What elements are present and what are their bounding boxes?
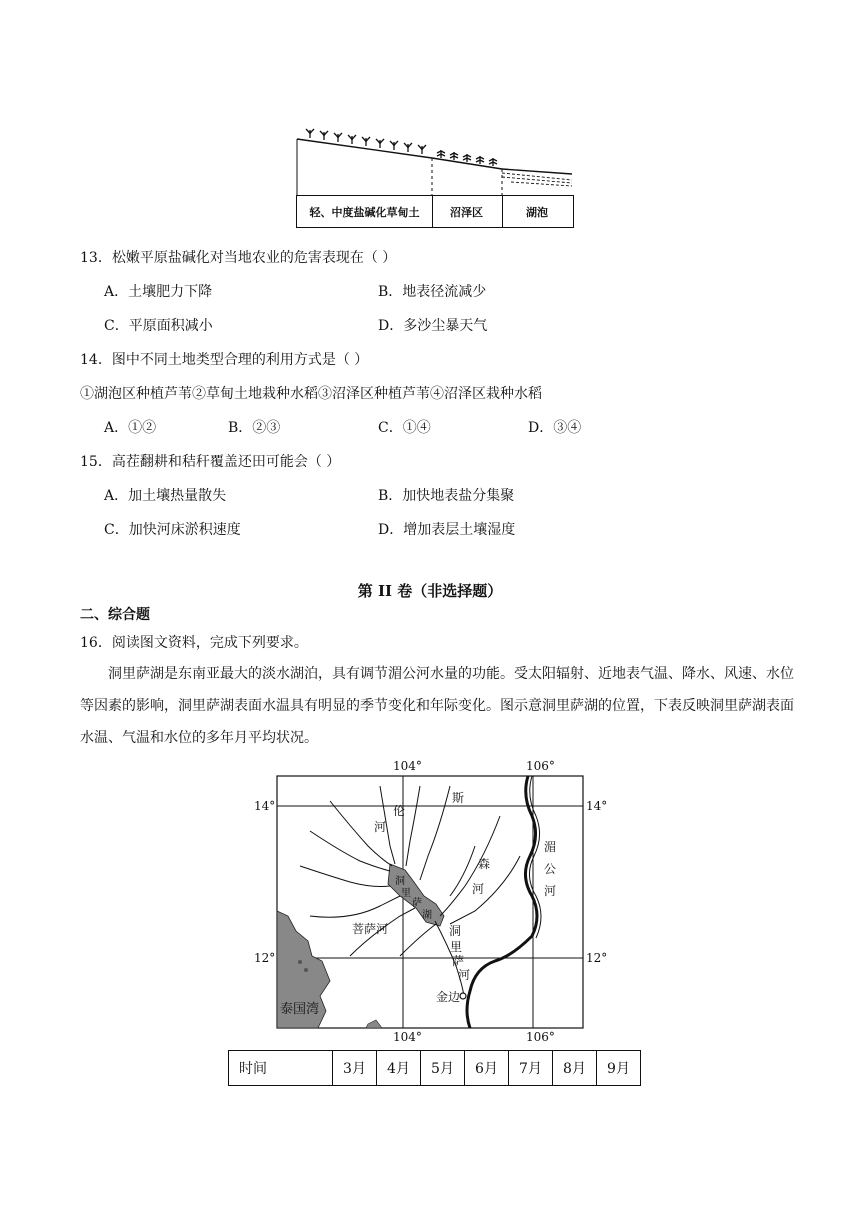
q14-option-c: C．①④ <box>378 420 431 436</box>
zone-marsh: 沼泽区 <box>431 195 503 228</box>
pursat-river-label: 菩萨河 <box>352 922 389 936</box>
q15-option-c: C．加快河床淤积速度 <box>104 522 241 538</box>
table-row <box>229 1051 641 1086</box>
lon-label-106-bottom: 106° <box>526 1030 555 1044</box>
question-16-paragraph: 洞里萨湖是东南亚最大的淡水湖泊，具有调节湄公河水量的功能。受太阳辐射、近地表气温、降水、风速、水位等因素的影响，洞里萨湖表面水温具有明显的季节变化和年际变化。图示意洞里萨湖的位置，下表反映洞里萨湖表面水温、气温和水位的多年月平均状况。 <box>80 666 794 746</box>
profile-slope-graphic <box>296 124 574 196</box>
mekong-river-line <box>467 776 537 1028</box>
question-16-stem: 16．阅读图文资料，完成下列要求。 <box>80 635 308 651</box>
lat-label-14-left: 14° <box>254 799 276 813</box>
q14-option-b: B．②③ <box>228 420 281 436</box>
river-mekong-label-3: 河 <box>544 884 557 898</box>
table-month-cell: 4月 <box>377 1051 421 1086</box>
question-13-stem: 13．松嫩平原盐碱化对当地农业的危害表现在（ ） <box>80 250 397 266</box>
river-sre-label-3: 河 <box>374 820 387 834</box>
table-month-cell: 6月 <box>465 1051 509 1086</box>
part-title: 二、综合题 <box>80 607 150 623</box>
phnom-penh-label: 金边 <box>436 990 461 1004</box>
q13-option-c: C．平原面积减小 <box>104 318 213 334</box>
table-header-time: 时间 <box>229 1051 333 1086</box>
question-14-stem: 14．图中不同土地类型合理的利用方式是（ ） <box>80 352 369 368</box>
q15-option-b: B．加快地表盐分集聚 <box>378 488 515 504</box>
section-title: 第 II 卷（非选择题） <box>357 582 503 600</box>
river-tonle-label-2: 里 <box>450 940 463 954</box>
lake-label-3: 萨 <box>412 898 422 909</box>
zone-lake-pond: 湖泡 <box>501 195 574 228</box>
question-15-stem: 15．高茬翻耕和秸秆覆盖还田可能会（ ） <box>80 454 341 470</box>
q13-option-a: A．土壤肥力下降 <box>104 284 213 300</box>
river-mekong-label-1: 湄 <box>544 840 557 854</box>
river-tonle-label-4: 河 <box>458 968 471 982</box>
lon-label-106-top: 106° <box>526 759 555 773</box>
zone-meadow-soil: 轻、中度盐碱化草甸土 <box>296 195 433 228</box>
lake-label-2: 里 <box>401 888 411 899</box>
lon-label-104-top: 104° <box>393 759 422 773</box>
grass-icons <box>306 129 426 154</box>
lat-label-12-left: 12° <box>254 951 276 965</box>
q13-option-b: B．地表径流减少 <box>378 284 487 300</box>
table-month-cell: 7月 <box>509 1051 553 1086</box>
soil-profile-diagram <box>296 124 574 230</box>
river-sen-label-1: 森 <box>478 857 491 871</box>
river-mekong-label-2: 公 <box>544 862 557 876</box>
table-month-cell: 9月 <box>597 1051 641 1086</box>
river-sre-label-1: 斯 <box>452 791 465 805</box>
phnom-penh-marker <box>460 993 466 999</box>
gulf-of-thailand-label: 泰国湾 <box>280 1002 320 1017</box>
river-tonle-label-1: 洞 <box>449 924 462 938</box>
table-month-cell: 8月 <box>553 1051 597 1086</box>
q14-option-d: D．③④ <box>528 420 582 436</box>
q14-option-a: A．①② <box>104 420 157 436</box>
tonle-sap-map <box>250 756 612 1046</box>
question-14-statements: ①湖泡区种植芦苇②草甸土地栽种水稻③沼泽区种植芦苇④沼泽区栽种水稻 <box>80 386 542 402</box>
lat-label-14-right: 14° <box>586 799 608 813</box>
q15-option-d: D．增加表层土壤湿度 <box>378 522 516 538</box>
table-month-cell: 3月 <box>333 1051 377 1086</box>
lake-data-table <box>228 1050 641 1086</box>
q13-option-d: D．多沙尘暴天气 <box>378 318 488 334</box>
lake-label-1: 洞 <box>395 876 405 887</box>
table-month-cell: 5月 <box>421 1051 465 1086</box>
lon-label-104-bottom: 104° <box>393 1030 422 1044</box>
river-sen-label-2: 河 <box>472 882 485 896</box>
river-tonle-label-3: 萨 <box>452 954 465 968</box>
river-sre-label-2: 伦 <box>393 804 406 818</box>
lat-label-12-right: 12° <box>586 951 608 965</box>
q15-option-a: A．加土壤热量散失 <box>104 488 227 504</box>
lake-label-4: 湖 <box>422 910 432 921</box>
